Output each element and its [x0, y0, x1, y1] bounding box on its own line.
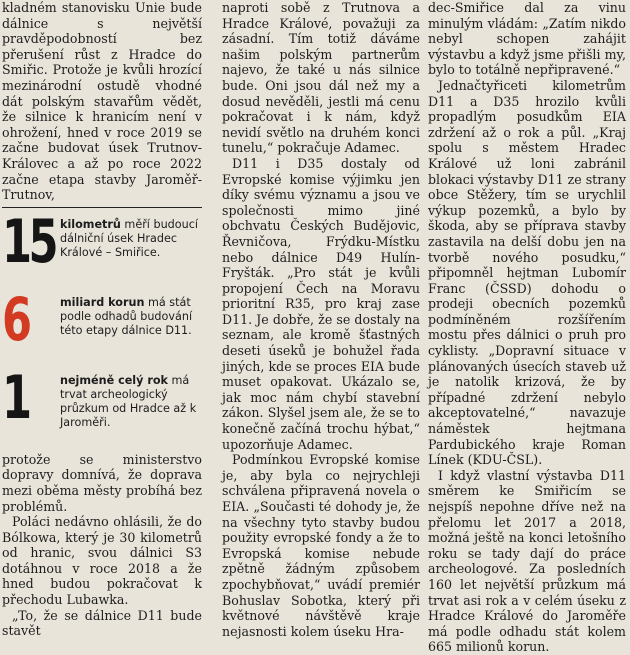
- stat-caption: [60, 212, 202, 261]
- stat-number: 15: [2, 206, 55, 277]
- stat-number: 6: [2, 284, 29, 355]
- stat-caption: [60, 368, 202, 431]
- column-2: [222, 0, 420, 639]
- col2-paragraph-1: naproti sobě z Trutnova a Hradce Králové, považuji za zásadní. Tím totiž dáváme našim polským partnerům najevo, že také u nás silnice bude. Oni jsou dál než my a dosud nevěděli, jestli má cenu pokračovat i k nám, když nevidí světlo na druhém konci tunelu,“ pokračuje Adamec.: [222, 0, 420, 156]
- stats-box: [2, 207, 202, 446]
- col1-paragraph-1: kladném stanovisku Unie bude dálnice s největší pravděpodobností bez přerušení růst z Hradce do Smiřic. Protože je kvůli hrozící mezinárodní ostudě vhodné dát polským stavařům vědět, že silnice k hranicím není v ohrožení, hned v roce 2019 se začne budovat úsek Trutnov-Královec a až po roce 2022 začne etapa stavby Jaroměř-Trutnov,: [2, 0, 202, 203]
- column-1: [2, 0, 202, 639]
- stat-desc: má stát podle odhadů budování této etapy dálnice D11.: [60, 295, 193, 338]
- stat-15-km: [2, 206, 202, 290]
- col2-paragraph-3: Podmínkou Evropské komise je, aby byla co nejrychleji schválena připravená novela o EIA. „Současti té dohody je, že na všechny tyto stavby budou použity evropské fondy a že to Evropská komise nebude zpětně žádným způsobem zpochybňovat,“ uvádí premiér Bohuslav Sobotka, který při květnové návštěvě kraje nejasnosti kolem úseku Hra-: [222, 452, 420, 639]
- stat-desc: má trvat archeologický průzkum od Hradce až k Jaroměři.: [60, 373, 197, 430]
- stat-bold: kilometrů: [60, 217, 121, 231]
- stat-bold: miliard korun: [60, 295, 145, 309]
- col3-paragraph-2: Jednačtyřiceti kilometrům D11 a D35 hrozilo kvůli propadlým posudkům EIA zdržení až o rok a půl. „Kraj spolu s městem Hradec Králové už loni zabránil blokaci výstavby D11 ze strany obce Stěžery, tím se urychlil výkup pozemků, a bylo by škoda, aby se příprava stavby zastavila na delší dobu jen na tvorbě nového posudku,“ připomněl hejtman Lubomír Franc (ČSSD) dohodu o prodeji obecních pozemků podmíněném rozšířením mostu přes dálnici o pruh pro cyklisty. „Dopravní situace v plánovaných úsecích staveb už je natolik krizová, že by případné zdržení nebylo akceptovatelné,“ navazuje náměstek hejtmana Pardubického kraje Roman Línek (KDU-ČSL).: [428, 77, 626, 468]
- col1-paragraph-3: Poláci nedávno ohlásili, že do Bólkowa, který je 30 kilometrů od hranic, svou dálnici S3 dotáhnou v roce 2018 a že hned budou pokračovat k přechodu Lubawka.: [2, 514, 202, 608]
- col3-paragraph-3: I když vlastní výstavba D11 směrem ke Smiřicím se nejspíš nepohne dříve než na přelomu let 2017 a 2018, možná ještě na konci letošního roku se tady dají do práce archeologové. Za posledních 160 let největší průzkum má trvat asi rok a v celém úseku z Hradce Králové do Jaroměře má podle odhadu stát kolem 665 milionů korun.: [428, 467, 626, 655]
- stat-6-billion: [2, 284, 202, 368]
- stat-number: 1: [2, 362, 29, 433]
- col1-paragraph-4: „To, že se dálnice D11 bude stavět: [2, 607, 202, 639]
- stat-caption: [60, 290, 202, 339]
- column-3: [428, 0, 626, 655]
- col2-paragraph-2: D11 i D35 dostaly od Evropské komise výjimku jen díky svému významu a jsou ve společnosti mimo jiné obchvatu Českých Budějovic, Řevničova, Frýdku-Místku nebo dálnice D49 Hulín-Fryšták. „Pro stát je kvůli propojení Čech na Moravu prioritní R35, pro kraj zase D11. Je dobře, že se dostaly na seznam, ale kromě šťastných deseti úseků je bohužel řada jiných, kde se proces EIA bude muset opakovat. Ukázalo se, jak moc nám chybí stavební zákon. Slyšel jsem ale, že se to konečně začíná trochu hýbat,“ upozorňuje Adamec.: [222, 155, 420, 452]
- stat-bold: nejméně celý rok: [60, 373, 168, 387]
- col1-paragraph-2: protože se ministerstvo dopravy domnívá, že doprava mezi oběma městy probíhá bez problémů.: [2, 451, 202, 514]
- col3-paragraph-1: dec-Smiřice dal za vinu minulým vládám: „Zatím nikdo nebyl schopen zahájit výstavbu a když jsme přišli my, bylo to totálně nepřipravené.“: [428, 0, 626, 78]
- stat-desc: měří budoucí dálniční úsek Hradec Králové – Smiřice.: [60, 217, 198, 260]
- stat-1-year: [2, 362, 202, 446]
